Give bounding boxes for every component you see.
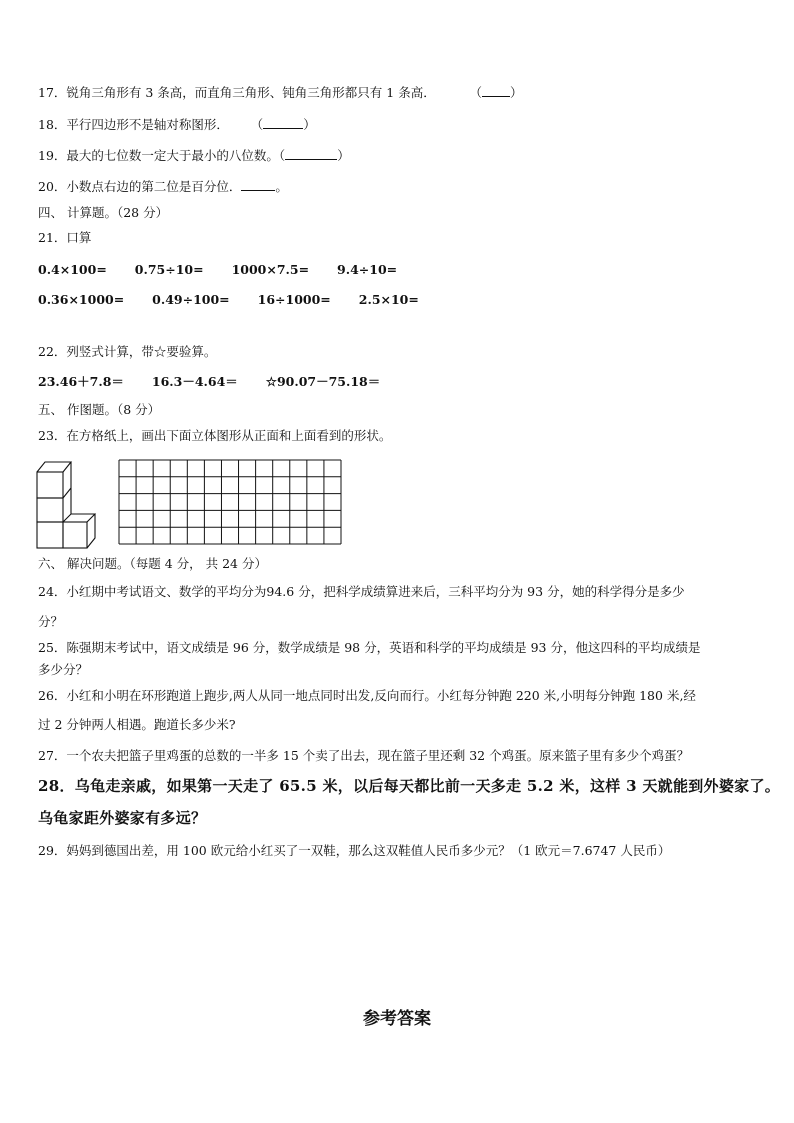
calc-item: 0.36×1000= [38,292,125,307]
answer-blank[interactable] [241,178,275,191]
question-25-line-2: 多少分？ [38,662,89,677]
question-27: 27．一个农夫把篮子里鸡蛋的总数的一半多 15 个卖了出去，现在篮子里还剩 32 个鸡蛋。原来篮子里有多少个鸡蛋？ [38,748,690,763]
q21-row-2 [38,292,443,308]
calc-item: 2.5×10= [358,292,419,307]
q22-row [38,374,404,390]
question-19: 19．最大的七位数一定大于最小的八位数。（ ） [38,148,350,163]
calc-item: 0.49÷100= [152,292,230,307]
question-25-line-1: 25．陈强期末考试中，语文成绩是 96 分，数学成绩是 98 分，英语和科学的平均成绩是 93 分，他这四科的平均成绩是 [38,640,701,655]
question-21: 21．口算 [38,230,92,245]
q21-row-1 [38,262,421,278]
calc-item: 23.46＋7.8＝ [38,374,124,389]
calc-item: 16.3－4.64＝ [151,374,238,389]
answer-blank[interactable] [482,84,510,97]
answer-blank[interactable] [285,147,337,160]
question-23: 23．在方格纸上，画出下面立体图形从正面和上面看到的形状。 [38,428,392,443]
grid-paper[interactable] [118,459,342,545]
question-29: 29．妈妈到德国出差，用 100 欧元给小红买了一双鞋，那么这双鞋值人民币多少元？（1 欧元＝7.6747 人民币） [38,843,671,858]
question-18: 18．平行四边形不是轴对称图形． （ ） [38,117,316,132]
question-17: 17．锐角三角形有 3 条高，而直角三角形、钝角三角形都只有 1 条高． （ ） [38,85,523,100]
cube-stack-figure [36,458,96,550]
calc-item: 16÷1000= [257,292,331,307]
question-24-line-1: 24．小红期中考试语文、数学的平均分为94.6 分，把科学成绩算进来后，三科平均分为 93 分，她的科学得分是多少 [38,584,685,599]
answer-key-title: 参考答案 [363,1009,431,1029]
section-6-heading: 六、 解决问题。（每题 4 分， 共 24 分） [38,556,267,571]
answer-blank[interactable] [263,116,303,129]
calc-item: 0.4×100= [38,262,107,277]
question-26-line-2: 过 2 分钟两人相遇。跑道长多少米? [38,717,236,732]
calc-item: 1000×7.5= [231,262,310,277]
question-28-line-2: 乌龟家距外婆家有多远？ [38,809,207,827]
calc-item: 0.75÷10= [134,262,204,277]
calc-item: 9.4÷10= [337,262,398,277]
question-22: 22．列竖式计算，带☆要验算。 [38,344,217,359]
section-4-heading: 四、 计算题。（28 分） [38,205,169,220]
question-24-line-2: 分？ [38,614,64,629]
question-26-line-1: 26．小红和小明在环形跑道上跑步,两人从同一地点同时出发,反向而行。小红每分钟跑 220 米,小明每分钟跑 180 米,经 [38,688,696,703]
calc-item: ☆90.07－75.18＝ [265,374,381,389]
question-28-line-1: 28．乌龟走亲戚，如果第一天走了 65.5 米，以后每天都比前一天多走 5.2 米，这样 3 天就能到外婆家了。 [38,777,781,795]
question-20: 20．小数点右边的第二位是百分位． 。 [38,179,288,194]
section-5-heading: 五、 作图题。（8 分） [38,402,161,417]
